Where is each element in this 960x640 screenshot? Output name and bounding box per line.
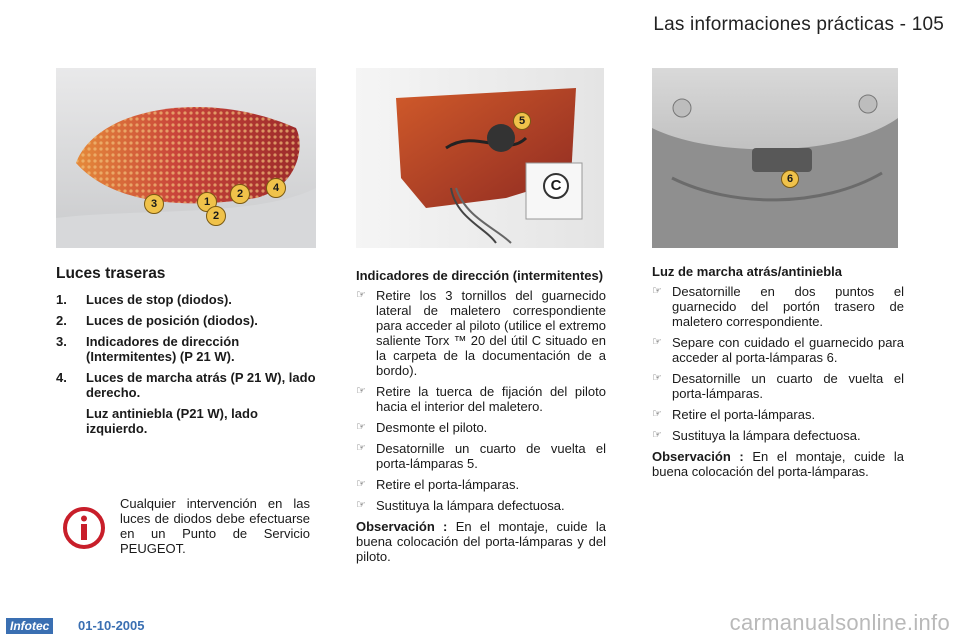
pointer-icon: ☞ <box>356 421 366 433</box>
turn-signal-section <box>356 268 606 564</box>
section-title: Luces traseras <box>56 265 166 282</box>
note-label: Observación : <box>356 519 448 534</box>
callout-2b-badge: 2 <box>206 206 226 226</box>
callout-5-badge: 5 <box>513 112 531 130</box>
lamp-unit-photo <box>356 68 604 248</box>
lamp-list <box>56 292 318 436</box>
info-note <box>56 496 310 556</box>
pointer-icon: ☞ <box>356 499 366 511</box>
item-number: 4. <box>56 370 67 385</box>
observation-note <box>652 449 904 479</box>
item-number: 2. <box>56 313 67 328</box>
observation-note <box>356 519 606 564</box>
trunk-interior-photo <box>652 68 898 248</box>
section-title: Indicadores de dirección (intermitentes) <box>356 268 604 283</box>
pointer-icon: ☞ <box>356 478 366 490</box>
callout-3-badge: 3 <box>144 194 164 214</box>
step-text: Retire los 3 tornillos del guarnecido lateral de maletero correspondiente para acceder al piloto (utilice el extremo saliente Torx ™ 20 del útil C situado en la carpeta de la documentación de a bordo). <box>376 288 606 378</box>
footer-date: 01-10-2005 <box>78 618 145 633</box>
list-item <box>356 420 606 435</box>
list-item <box>356 477 606 492</box>
watermark-link[interactable]: carmanualsonline.info <box>729 610 950 635</box>
reverse-fog-light-section <box>652 264 904 479</box>
step-text: Desatornille un cuarto de vuelta el porta-lámparas 5. <box>376 441 606 471</box>
page-header-title: Las informaciones prácticas - 105 <box>653 14 944 35</box>
callout-4-badge: 4 <box>266 178 286 198</box>
step-text: Sustituya la lámpara defectuosa. <box>376 498 565 513</box>
list-item <box>356 498 606 513</box>
list-item <box>56 334 318 364</box>
list-item <box>356 441 606 471</box>
pointer-icon: ☞ <box>652 285 662 297</box>
pointer-icon: ☞ <box>652 336 662 348</box>
tail-lamp-photo <box>56 68 316 248</box>
step-text: Separe con cuidado el guarnecido para acceder al porta-lámparas 6. <box>672 335 904 365</box>
list-item <box>652 407 904 422</box>
step-text: Desmonte el piloto. <box>376 420 488 435</box>
item-number: 3. <box>56 334 67 349</box>
item-text: Indicadores de dirección (Intermitentes) (P 21 W). <box>86 334 240 364</box>
callout-6-badge: 6 <box>781 170 799 188</box>
list-item <box>56 292 318 307</box>
list-item <box>356 384 606 414</box>
pointer-icon: ☞ <box>356 385 366 397</box>
step-text: Retire la tuerca de fijación del piloto hacia el interior del maletero. <box>376 384 606 414</box>
list-item <box>652 284 904 329</box>
section-title: Luz de marcha atrás/antiniebla <box>652 264 843 279</box>
item-extra-text: Luz antiniebla (P21 W), lado izquierdo. <box>86 406 258 436</box>
note-text: En el montaje, cuide la buena colocación del porta-lámparas. <box>652 449 904 479</box>
item-text: Luces de stop (diodos). <box>86 292 232 307</box>
tool-c-label: C <box>543 173 569 199</box>
step-text: Desatornille un cuarto de vuelta el porta-lámparas. <box>672 371 904 401</box>
item-number: 1. <box>56 292 67 307</box>
item-text: Luces de marcha atrás (P 21 W), lado derecho. <box>86 370 316 400</box>
step-text: Sustituya la lámpara defectuosa. <box>672 428 861 443</box>
step-text: Retire el porta-lámparas. <box>376 477 520 492</box>
callout-1-badge: 1 <box>197 192 217 212</box>
item-text-group <box>86 370 318 436</box>
list-item <box>356 288 606 378</box>
rear-lights-section <box>56 266 318 442</box>
note-text: En el montaje, cuide la buena colocación del porta-lámparas y del piloto. <box>356 519 606 564</box>
info-text: Cualquier intervención en las luces de diodos debe efectuarse en un Punto de Servicio PEUGEOT. <box>120 496 310 556</box>
pointer-icon: ☞ <box>356 289 366 301</box>
note-label: Observación : <box>652 449 744 464</box>
pointer-icon: ☞ <box>652 372 662 384</box>
item-text: Luces de posición (diodos). <box>86 313 258 328</box>
list-item <box>652 335 904 365</box>
info-icon <box>62 506 106 550</box>
step-text: Desatornille en dos puntos el guarnecido del portón trasero de maletero correspondiente. <box>672 284 904 329</box>
pointer-icon: ☞ <box>652 408 662 420</box>
list-item <box>56 370 318 436</box>
infotec-logo: Infotec <box>6 618 53 634</box>
pointer-icon: ☞ <box>652 429 662 441</box>
step-list <box>356 288 606 513</box>
step-text: Retire el porta-lámparas. <box>672 407 816 422</box>
callout-2-badge: 2 <box>230 184 250 204</box>
pointer-icon: ☞ <box>356 442 366 454</box>
list-item <box>652 428 904 443</box>
list-item <box>56 313 318 328</box>
list-item <box>652 371 904 401</box>
step-list <box>652 284 904 443</box>
